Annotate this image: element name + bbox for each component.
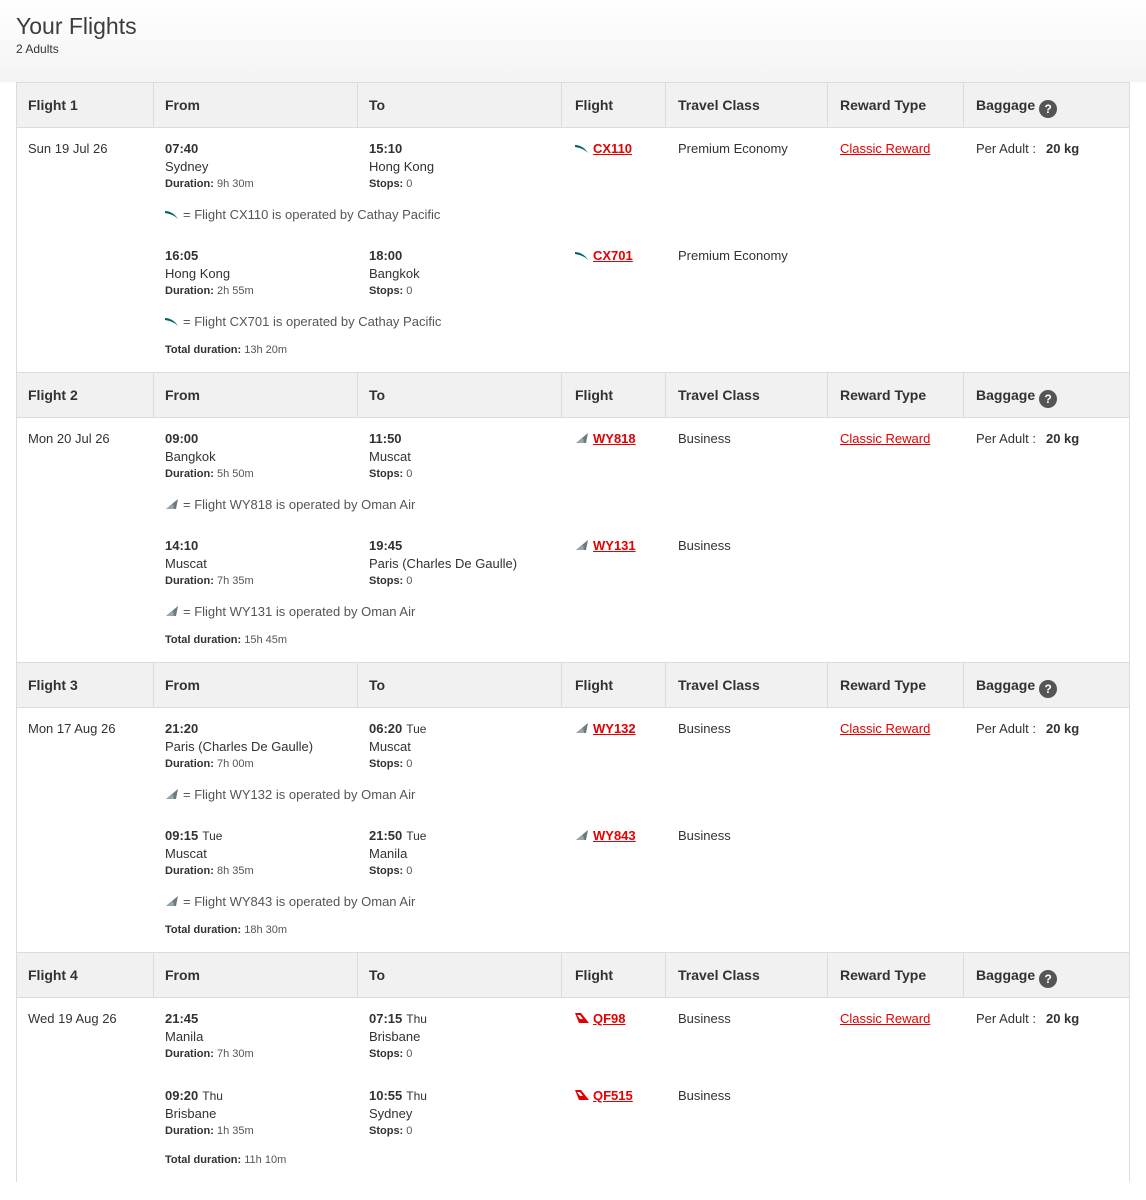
travel-class: Premium Economy — [678, 248, 788, 263]
duration-value: 1h 35m — [216, 1125, 254, 1137]
qantas-icon — [575, 1088, 589, 1103]
total-duration-value: 15h 45m — [244, 634, 288, 646]
oman-air-icon — [575, 721, 589, 736]
arrival-city: Muscat — [369, 739, 411, 754]
oman-air-icon — [165, 497, 183, 512]
departure-time-value: 14:10 — [165, 538, 199, 553]
baggage-label: Per Adult : — [976, 1011, 1036, 1026]
duration — [165, 756, 365, 773]
arrival-time-value: 18:00 — [369, 248, 403, 263]
arrival-time — [369, 431, 569, 447]
arrival-time — [369, 248, 569, 264]
operated-by-note — [165, 604, 415, 619]
help-icon[interactable]: ? — [1039, 970, 1057, 988]
reward-type-cell — [840, 431, 970, 446]
header-flight: Flight — [575, 97, 614, 113]
baggage-allowance — [976, 431, 1136, 446]
departure-time — [165, 248, 365, 264]
arrival-info — [369, 141, 569, 193]
arrival-day: Thu — [406, 1089, 427, 1103]
baggage-label: Per Adult : — [976, 721, 1036, 736]
oman-air-icon — [575, 828, 589, 843]
travel-class: Business — [678, 721, 731, 736]
baggage-value: 20 kg — [1045, 431, 1080, 446]
reward-type-cell — [840, 1011, 970, 1026]
operated-by-text: = Flight WY132 is operated by Oman Air — [183, 787, 416, 802]
departure-city: Brisbane — [165, 1106, 217, 1121]
flight-label: Flight 1 — [28, 97, 78, 113]
duration — [165, 1046, 365, 1063]
stops-label: Stops: — [369, 758, 404, 770]
baggage-label: Per Adult : — [976, 431, 1036, 446]
total-duration-label: Total duration: — [165, 1154, 242, 1166]
departure-time-value: 16:05 — [165, 248, 199, 263]
travel-class: Business — [678, 1011, 731, 1026]
arrival-info — [369, 248, 569, 300]
baggage-header-label: Baggage — [976, 677, 1036, 693]
flight-date: Mon 17 Aug 26 — [28, 721, 116, 736]
arrival-info — [369, 828, 569, 880]
travel-class: Business — [678, 538, 731, 553]
flight-date: Sun 19 Jul 26 — [28, 141, 108, 156]
duration — [165, 283, 365, 300]
flight-number: CX110 — [593, 141, 633, 156]
cathay-pacific-icon — [165, 314, 183, 329]
arrival-info — [369, 1088, 569, 1140]
header-reward-type: Reward Type — [840, 677, 927, 693]
header-reward-type: Reward Type — [840, 97, 927, 113]
flight-segment — [17, 525, 1129, 632]
arrival-city: Hong Kong — [369, 159, 435, 174]
total-duration-row — [17, 922, 1129, 952]
arrival-time-value: 15:10 — [369, 141, 403, 156]
duration-label: Duration: — [165, 468, 214, 480]
passenger-count: 2 Adults — [16, 42, 59, 56]
arrival-info — [369, 721, 569, 773]
flight-date: Wed 19 Aug 26 — [28, 1011, 117, 1026]
arrival-info — [369, 431, 569, 483]
total-duration — [165, 1154, 286, 1166]
stops — [369, 756, 569, 773]
header-travel-class: Travel Class — [678, 387, 760, 403]
departure-day: Thu — [202, 1089, 223, 1103]
departure-time-value: 21:20 — [165, 721, 199, 736]
help-icon[interactable]: ? — [1039, 680, 1057, 698]
departure-info — [165, 141, 365, 193]
travel-class: Business — [678, 828, 731, 843]
total-duration-row — [17, 342, 1129, 372]
duration-value: 7h 35m — [216, 575, 254, 587]
arrival-time — [369, 828, 569, 844]
total-duration-value: 11h 10m — [244, 1154, 287, 1166]
departure-city: Hong Kong — [165, 266, 231, 281]
baggage-value: 20 kg — [1045, 721, 1080, 736]
help-icon[interactable]: ? — [1039, 390, 1057, 408]
duration-label: Duration: — [165, 575, 214, 587]
baggage-allowance — [976, 721, 1136, 736]
departure-time — [165, 431, 365, 447]
departure-info — [165, 248, 365, 300]
cathay-pacific-icon — [165, 207, 183, 222]
flight-segment — [17, 1075, 1129, 1152]
arrival-info — [369, 538, 569, 590]
travel-class: Business — [678, 1088, 731, 1103]
flight-date: Mon 20 Jul 26 — [28, 431, 110, 446]
reward-type-link[interactable]: Classic Reward — [840, 721, 931, 736]
cathay-pacific-icon — [575, 248, 589, 263]
stops-value: 0 — [406, 1125, 413, 1137]
departure-time — [165, 538, 365, 554]
travel-class: Premium Economy — [678, 141, 788, 156]
arrival-time — [369, 141, 569, 157]
arrival-city: Paris (Charles De Gaulle) — [369, 556, 518, 571]
baggage-value: 20 kg — [1045, 1011, 1080, 1026]
departure-time — [165, 721, 365, 737]
header-travel-class: Travel Class — [678, 97, 760, 113]
stops-label: Stops: — [369, 468, 404, 480]
stops-label: Stops: — [369, 865, 404, 877]
header-baggage — [976, 373, 1136, 418]
header-to: To — [369, 97, 386, 113]
arrival-day: Tue — [406, 722, 427, 736]
departure-city: Muscat — [165, 846, 207, 861]
oman-air-icon — [165, 604, 183, 619]
departure-day: Tue — [202, 829, 223, 843]
operated-by-note — [165, 894, 415, 909]
stops — [369, 466, 569, 483]
operated-by-text: = Flight WY131 is operated by Oman Air — [183, 604, 416, 619]
duration — [165, 573, 365, 590]
flight-number-cell — [575, 1088, 675, 1103]
total-duration-value: 18h 30m — [244, 924, 288, 936]
baggage-value: 20 kg — [1045, 141, 1080, 156]
departure-time — [165, 1011, 365, 1027]
flight-number-cell — [575, 141, 675, 156]
departure-city: Manila — [165, 1029, 204, 1044]
flight-number-cell — [575, 538, 675, 553]
header-baggage — [976, 953, 1136, 998]
header-baggage — [976, 83, 1136, 128]
flight-number-link[interactable] — [575, 721, 636, 736]
stops-value: 0 — [406, 1048, 413, 1060]
stops — [369, 283, 569, 300]
duration — [165, 176, 365, 193]
duration-value: 8h 35m — [216, 865, 254, 877]
arrival-time-value: 07:15 — [369, 1011, 403, 1026]
total-duration-label: Total duration: — [165, 924, 242, 936]
flight-number-cell — [575, 828, 675, 843]
reward-type-cell — [840, 141, 970, 156]
stops-label: Stops: — [369, 1125, 404, 1137]
departure-city: Bangkok — [165, 449, 216, 464]
stops-value: 0 — [406, 865, 413, 877]
flight-header-row — [17, 373, 1129, 418]
baggage-label: Per Adult : — [976, 141, 1036, 156]
duration — [165, 1123, 365, 1140]
arrival-time-value: 21:50 — [369, 828, 403, 843]
baggage-header-label: Baggage — [976, 387, 1036, 403]
total-duration-label: Total duration: — [165, 344, 242, 356]
header-from: From — [165, 967, 200, 983]
flight-number-link[interactable] — [575, 431, 636, 446]
flight-number-cell — [575, 248, 675, 263]
arrival-time — [369, 538, 569, 554]
flight-header-row — [17, 663, 1129, 708]
flight-number: QF515 — [593, 1088, 633, 1103]
flight-segment — [17, 418, 1129, 525]
stops — [369, 1046, 569, 1063]
oman-air-icon — [575, 538, 589, 553]
operated-by-note — [165, 207, 440, 222]
oman-air-icon — [165, 787, 183, 802]
baggage-allowance — [976, 1011, 1136, 1026]
flight-segment — [17, 815, 1129, 922]
flight-header-row — [17, 953, 1129, 998]
flight-number-cell — [575, 721, 675, 736]
stops-label: Stops: — [369, 575, 404, 587]
flight-number-link[interactable] — [575, 1088, 633, 1103]
flight-number: WY843 — [593, 828, 636, 843]
header-travel-class: Travel Class — [678, 677, 760, 693]
operated-by-note — [165, 314, 441, 329]
stops-label: Stops: — [369, 178, 404, 190]
flight-number: WY132 — [593, 721, 636, 736]
page-title: Your Flights — [16, 13, 137, 39]
departure-time — [165, 828, 365, 844]
flight-body — [17, 128, 1129, 372]
operated-by-text: = Flight CX110 is operated by Cathay Pacific — [183, 207, 441, 222]
departure-time — [165, 1088, 365, 1104]
departure-time — [165, 141, 365, 157]
departure-info — [165, 721, 365, 773]
total-duration-label: Total duration: — [165, 634, 242, 646]
arrival-city: Bangkok — [369, 266, 420, 281]
flight-block — [17, 82, 1129, 372]
header-travel-class: Travel Class — [678, 967, 760, 983]
operated-by-text: = Flight WY843 is operated by Oman Air — [183, 894, 416, 909]
flight-body — [17, 418, 1129, 662]
departure-info — [165, 1011, 365, 1063]
duration-label: Duration: — [165, 758, 214, 770]
stops — [369, 573, 569, 590]
flight-segment — [17, 235, 1129, 342]
header-to: To — [369, 387, 386, 403]
arrival-time — [369, 721, 569, 737]
departure-info — [165, 538, 365, 590]
duration-value: 2h 55m — [216, 285, 254, 297]
stops — [369, 176, 569, 193]
departure-time-value: 09:20 — [165, 1088, 199, 1103]
operated-by-text: = Flight WY818 is operated by Oman Air — [183, 497, 416, 512]
flight-number-link[interactable] — [575, 141, 632, 156]
flight-label: Flight 2 — [28, 387, 78, 403]
flight-number-link[interactable] — [575, 828, 636, 843]
stops — [369, 1123, 569, 1140]
reward-type-link[interactable]: Classic Reward — [840, 1011, 931, 1026]
duration-value: 5h 50m — [216, 468, 254, 480]
header-from: From — [165, 387, 200, 403]
flight-label: Flight 4 — [28, 967, 78, 983]
duration-value: 7h 30m — [216, 1048, 254, 1060]
arrival-time-value: 19:45 — [369, 538, 403, 553]
header-to: To — [369, 967, 386, 983]
reward-type-link[interactable]: Classic Reward — [840, 141, 931, 156]
flight-number-link[interactable] — [575, 248, 633, 263]
duration-label: Duration: — [165, 1125, 214, 1137]
reward-type-link[interactable]: Classic Reward — [840, 431, 931, 446]
duration-label: Duration: — [165, 178, 214, 190]
total-duration-row — [17, 632, 1129, 662]
flight-segment — [17, 998, 1129, 1075]
departure-time-value: 21:45 — [165, 1011, 199, 1026]
reward-type-cell — [840, 721, 970, 736]
duration-label: Duration: — [165, 285, 214, 297]
baggage-header-label: Baggage — [976, 967, 1036, 983]
arrival-city: Manila — [369, 846, 408, 861]
departure-time-value: 09:00 — [165, 431, 199, 446]
arrival-info — [369, 1011, 569, 1063]
total-duration-row — [17, 1152, 1129, 1182]
oman-air-icon — [575, 431, 589, 446]
duration-value: 7h 00m — [216, 758, 254, 770]
page-header — [0, 0, 1146, 82]
departure-time-value: 09:15 — [165, 828, 199, 843]
arrival-time — [369, 1011, 569, 1027]
flight-number-link[interactable] — [575, 538, 636, 553]
stops — [369, 863, 569, 880]
flight-number: CX701 — [593, 248, 633, 263]
header-flight: Flight — [575, 967, 614, 983]
header-to: To — [369, 677, 386, 693]
header-flight: Flight — [575, 387, 614, 403]
departure-time-value: 07:40 — [165, 141, 199, 156]
baggage-allowance — [976, 141, 1136, 156]
qantas-icon — [575, 1011, 589, 1026]
cathay-pacific-icon — [575, 141, 589, 156]
flight-block — [17, 952, 1129, 1182]
flight-number: WY131 — [593, 538, 636, 553]
stops-value: 0 — [406, 575, 413, 587]
flight-number-cell — [575, 1011, 675, 1026]
departure-city: Sydney — [165, 159, 209, 174]
header-flight: Flight — [575, 677, 614, 693]
arrival-time-value: 11:50 — [369, 431, 402, 446]
stops-label: Stops: — [369, 285, 404, 297]
flight-block — [17, 372, 1129, 662]
departure-city: Paris (Charles De Gaulle) — [165, 739, 314, 754]
stops-value: 0 — [406, 758, 413, 770]
total-duration-value: 13h 20m — [244, 344, 288, 356]
header-reward-type: Reward Type — [840, 967, 927, 983]
flight-number: QF98 — [593, 1011, 626, 1026]
stops-value: 0 — [406, 178, 413, 190]
duration-value: 9h 30m — [216, 178, 254, 190]
operated-by-note — [165, 787, 415, 802]
flight-block — [17, 662, 1129, 952]
operated-by-note — [165, 497, 415, 512]
arrival-day: Tue — [406, 829, 427, 843]
travel-class: Business — [678, 431, 731, 446]
stops-label: Stops: — [369, 1048, 404, 1060]
flight-segment — [17, 128, 1129, 235]
total-duration — [165, 344, 287, 356]
flight-body — [17, 708, 1129, 952]
arrival-time-value: 10:55 — [369, 1088, 403, 1103]
flights-table — [16, 82, 1130, 1182]
arrival-city: Muscat — [369, 449, 411, 464]
duration-label: Duration: — [165, 865, 214, 877]
header-from: From — [165, 677, 200, 693]
flight-body — [17, 998, 1129, 1182]
departure-info — [165, 828, 365, 880]
flight-number-link[interactable] — [575, 1011, 626, 1026]
arrival-time — [369, 1088, 569, 1104]
arrival-city: Sydney — [369, 1106, 413, 1121]
departure-info — [165, 1088, 365, 1140]
header-baggage — [976, 663, 1136, 708]
departure-info — [165, 431, 365, 483]
duration — [165, 466, 365, 483]
header-reward-type: Reward Type — [840, 387, 927, 403]
baggage-header-label: Baggage — [976, 97, 1036, 113]
duration — [165, 863, 365, 880]
flight-header-row — [17, 83, 1129, 128]
arrival-time-value: 06:20 — [369, 721, 403, 736]
flight-segment — [17, 708, 1129, 815]
total-duration — [165, 924, 287, 936]
help-icon[interactable]: ? — [1039, 100, 1057, 118]
operated-by-text: = Flight CX701 is operated by Cathay Pacific — [183, 314, 442, 329]
arrival-day: Thu — [406, 1012, 427, 1026]
duration-label: Duration: — [165, 1048, 214, 1060]
arrival-city: Brisbane — [369, 1029, 421, 1044]
stops-value: 0 — [406, 285, 413, 297]
flight-number-cell — [575, 431, 675, 446]
flight-label: Flight 3 — [28, 677, 78, 693]
total-duration — [165, 634, 287, 646]
header-from: From — [165, 97, 200, 113]
departure-city: Muscat — [165, 556, 207, 571]
oman-air-icon — [165, 894, 183, 909]
flight-number: WY818 — [593, 431, 636, 446]
stops-value: 0 — [406, 468, 413, 480]
